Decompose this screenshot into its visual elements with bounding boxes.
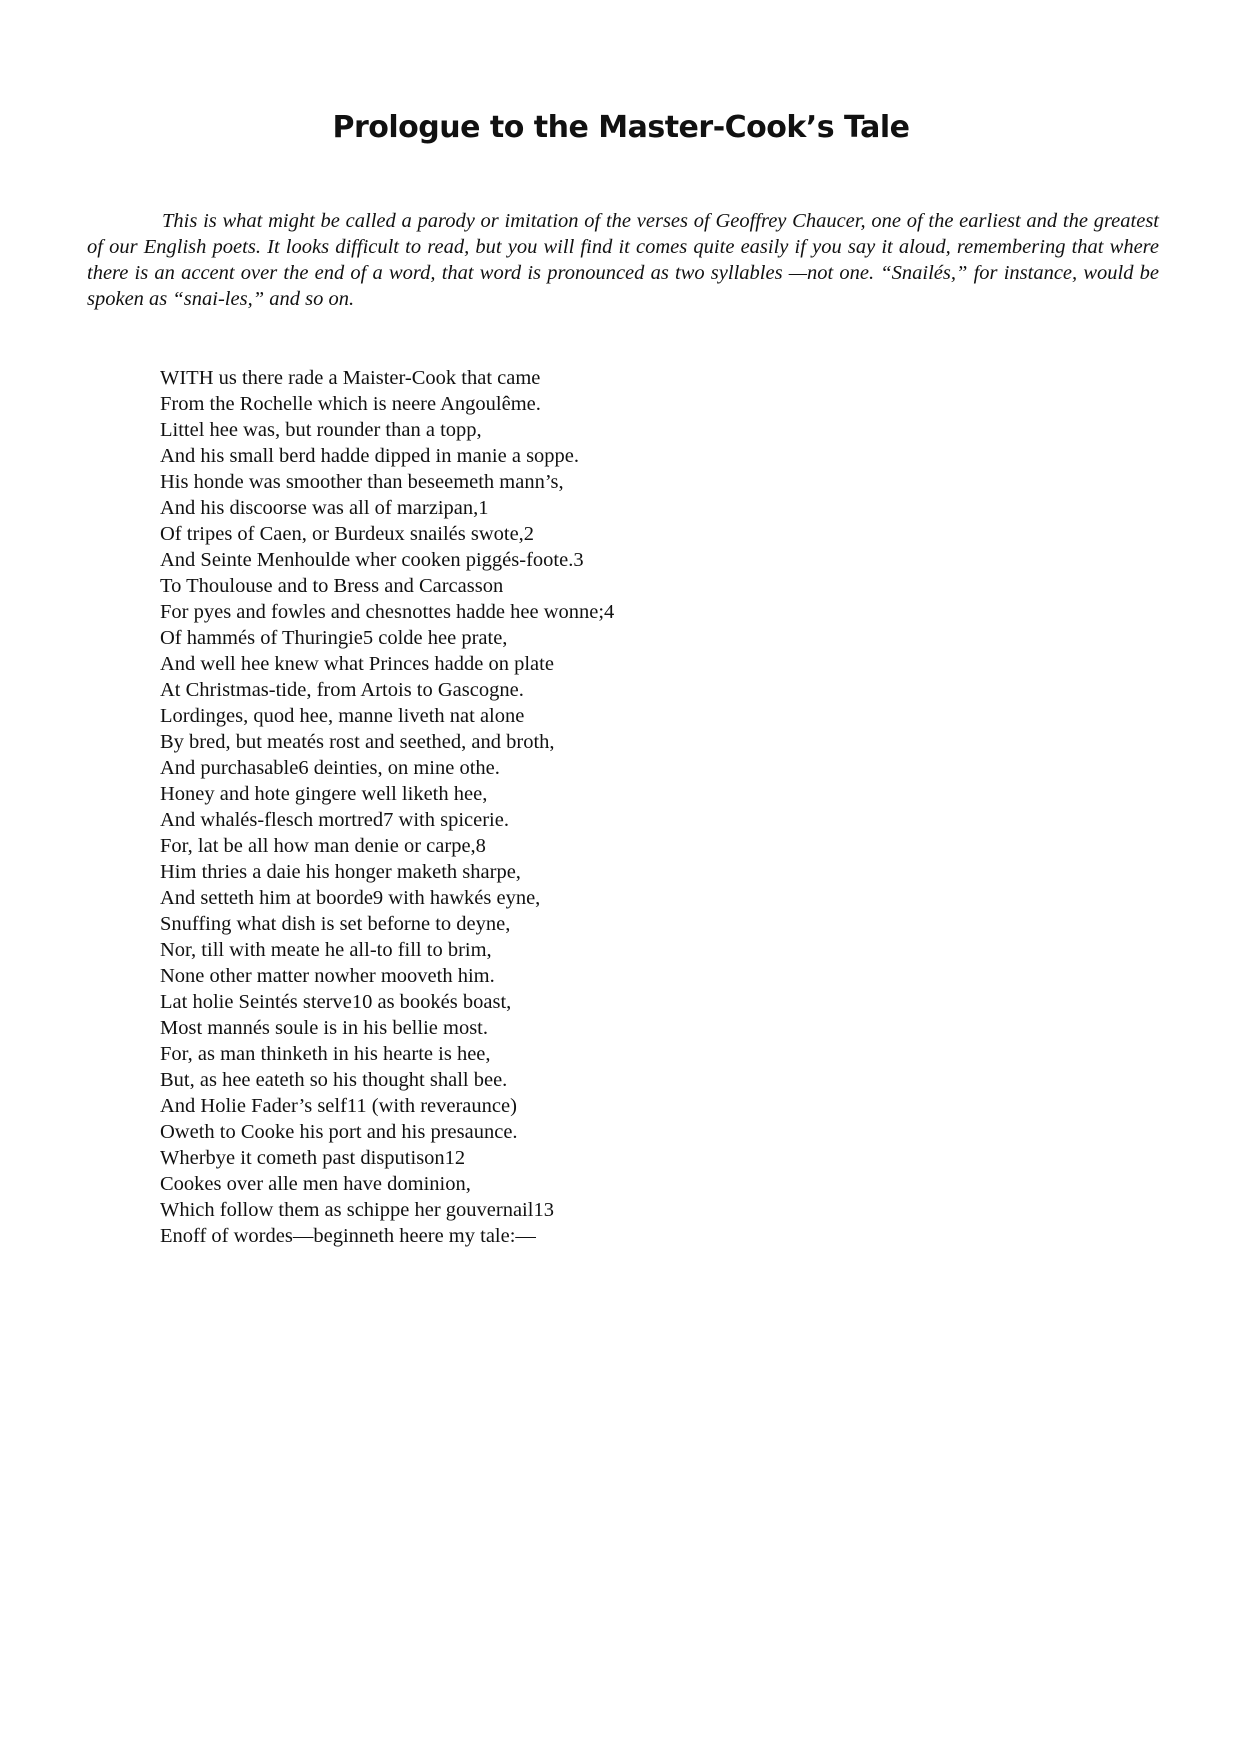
- poem-line: Littel hee was, but rounder than a topp,: [160, 419, 482, 441]
- poem-line: But, as hee eateth so his thought shall bee.: [160, 1069, 508, 1091]
- poem-line: And setteth him at boorde9 with hawkés eyne,: [160, 887, 541, 909]
- poem-line: Wherbye it cometh past disputison12: [160, 1147, 466, 1169]
- poem-line: Of hammés of Thuringie5 colde hee prate,: [160, 627, 508, 649]
- poem: [160, 365, 614, 1249]
- poem-line: WITH us there rade a Maister-Cook that came: [160, 367, 541, 389]
- intro-paragraph: This is what might be called a parody or imitation of the verses of Geoffrey Chaucer, one of the earliest and the greatest of our English poets. It looks difficult to read, but you will find it comes quite easily if you say it aloud, remembering that where there is an accent over the end of a word, that word is pronounced as two syllables —not one. “Snailés,” for instance, would be spoken as “snai-les,” and so on.: [87, 210, 1159, 310]
- poem-line: Nor, till with meate he all-to fill to brim,: [160, 939, 492, 961]
- poem-line: For, lat be all how man denie or carpe,8: [160, 835, 486, 857]
- poem-line: For pyes and fowles and chesnottes hadde hee wonne;4: [160, 601, 615, 623]
- poem-line: At Christmas-tide, from Artois to Gascogne.: [160, 679, 524, 701]
- poem-line: Oweth to Cooke his port and his presaunce.: [160, 1121, 518, 1143]
- poem-line: To Thoulouse and to Bress and Carcasson: [160, 575, 504, 597]
- poem-line: And his discoorse was all of marzipan,1: [160, 497, 489, 519]
- poem-line: Lordinges, quod hee, manne liveth nat alone: [160, 705, 525, 727]
- poem-line: And whalés-flesch mortred7 with spicerie.: [160, 809, 509, 831]
- poem-line: And purchasable6 deinties, on mine othe.: [160, 757, 500, 779]
- page-title: Prologue to the Master-Cook’s Tale: [332, 110, 910, 145]
- poem-line: His honde was smoother than beseemeth mann’s,: [160, 471, 564, 493]
- poem-line: And well hee knew what Princes hadde on plate: [160, 653, 554, 675]
- poem-line: Of tripes of Caen, or Burdeux snailés swote,2: [160, 523, 535, 545]
- poem-line: None other matter nowher mooveth him.: [160, 965, 495, 987]
- poem-line: And Seinte Menhoulde wher cooken piggés-foote.3: [160, 549, 584, 571]
- poem-line: From the Rochelle which is neere Angoulême.: [160, 393, 541, 415]
- poem-line: For, as man thinketh in his hearte is hee,: [160, 1043, 491, 1065]
- poem-line: Honey and hote gingere well liketh hee,: [160, 783, 488, 805]
- poem-line: And his small berd hadde dipped in manie a soppe.: [160, 445, 580, 467]
- poem-line: Him thries a daie his honger maketh sharpe,: [160, 861, 521, 883]
- poem-line: By bred, but meatés rost and seethed, and broth,: [160, 731, 555, 753]
- poem-line: Lat holie Seintés sterve10 as bookés boast,: [160, 991, 512, 1013]
- poem-line: Enoff of wordes—beginneth heere my tale:—: [160, 1225, 536, 1247]
- poem-line: Cookes over alle men have dominion,: [160, 1173, 471, 1195]
- poem-line: Most mannés soule is in his bellie most.: [160, 1017, 488, 1039]
- poem-line: Which follow them as schippe her gouvernail13: [160, 1199, 554, 1221]
- poem-line: Snuffing what dish is set beforne to deyne,: [160, 913, 511, 935]
- poem-line: And Holie Fader’s self11 (with reveraunce): [160, 1095, 517, 1117]
